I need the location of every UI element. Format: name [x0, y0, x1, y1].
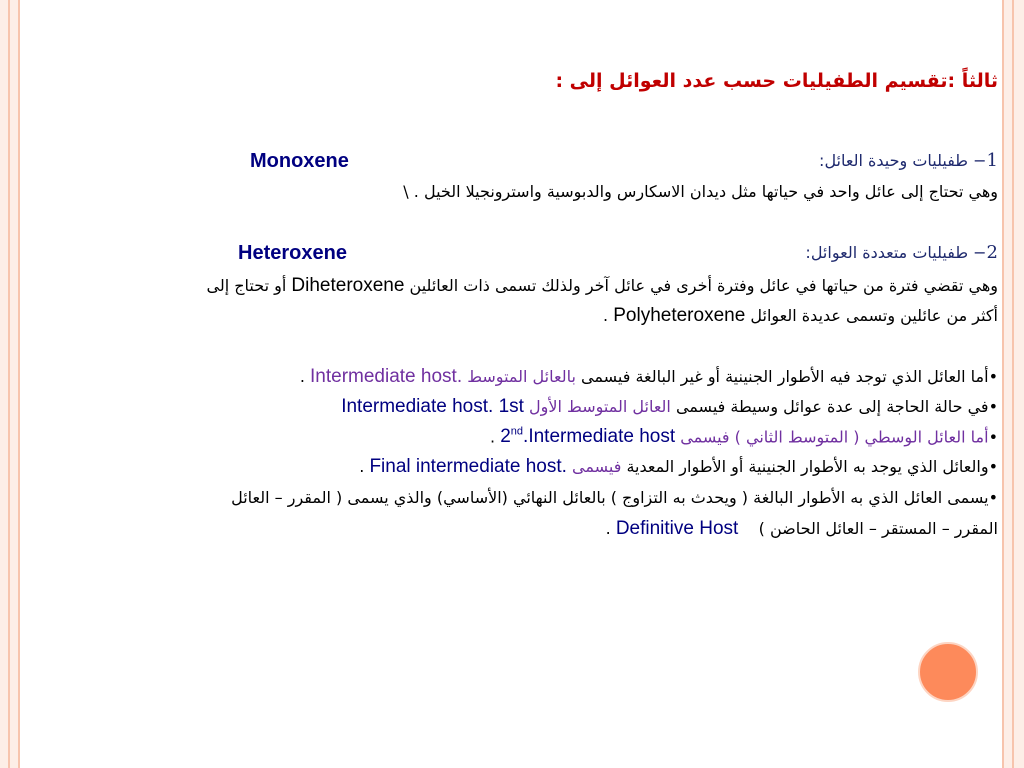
bullet-definitive-host-line1 [231, 488, 998, 507]
bullet5-arabic-line1: يسمى العائل الذي به الأطوار البالغة ( ويحدث به التزاوج ) بالعائل النهائي (الأساسي) والذي يسمى ( المقرر – العائل [231, 488, 989, 507]
section2-heading [805, 242, 998, 263]
section2-text-line1 [206, 275, 998, 297]
bullet4-english: Final intermediate host. [369, 456, 567, 477]
slide-frame-left [0, 0, 20, 768]
bullet5-english: Definitive Host [615, 518, 739, 539]
bullet2-arabic: في حالة الحاجة إلى عدة عوائل وسيطة فيسمى [675, 397, 989, 416]
section2-number: 2 [986, 242, 998, 263]
section2-term: Heteroxene [238, 242, 347, 264]
bullet1-end: . [299, 367, 305, 386]
bullet3-ordinal: 2 [500, 426, 511, 448]
section1-term: Monoxene [250, 150, 349, 172]
bullet-definitive-host-line2 [606, 518, 998, 540]
section2-text1-part2: أو تحتاج إلى [206, 276, 287, 295]
bullet-intermediate-host [300, 366, 998, 388]
section1-text: وهي تحتاج إلى عائل واحد في حياتها مثل ديدان الاسكارس والدبوسية واسترونجيلا الخيل . \ [403, 182, 998, 201]
section2-diheteroxene: Diheteroxene [291, 275, 405, 296]
bullet-final-intermediate-host [359, 456, 998, 478]
bullet3-end: . [490, 427, 496, 447]
section2-text2-end: . [603, 306, 609, 325]
section2-text-line2 [603, 305, 998, 327]
bullet-symbol: • [988, 427, 998, 447]
bullet3-english-pre: .Intermediate host [523, 426, 676, 448]
bullet-second-intermediate-host [490, 426, 998, 448]
bullet1-arabic-colored: بالعائل المتوسط [467, 367, 576, 386]
bullet-symbol: • [988, 457, 998, 476]
section1-dash: − [973, 151, 987, 170]
slide-frame-right [1002, 0, 1024, 768]
bullet3-ordinal-sup: nd [510, 426, 524, 438]
bullet5-arabic-line2: المقرر – المستقر – العائل الحاضن ) [758, 519, 998, 538]
section2-text2-part1: أكثر من عائلين وتسمى عديدة العوائل [750, 306, 998, 325]
section2-label: طفيليات متعددة العوائل: [805, 243, 969, 262]
bullet-symbol: • [988, 488, 998, 507]
section2-text1-part1: وهي تقضي فترة من حياتها في عائل وفترة أخرى في عائل آخر ولذلك تسمى ذات العائلين [409, 276, 998, 295]
bullet-symbol: • [988, 367, 998, 386]
section1-number: 1 [986, 150, 998, 171]
bullet4-arabic: والعائل الذي يوجد به الأطوار الجنينية أو الأطوار المعدية [626, 457, 989, 476]
bullet4-arabic-colored: فيسمى [572, 457, 622, 476]
decorative-circle [918, 642, 978, 702]
bullet1-english: Intermediate host. [310, 366, 463, 387]
section1-label: طفيليات وحيدة العائل: [819, 151, 969, 170]
bullet3-arabic-colored: أما العائل الوسطي ( المتوسط الثاني ) فيسمى [680, 427, 989, 447]
bullet1-arabic: أما العائل الذي توجد فيه الأطوار الجنينية أو غير البالغة فيسمى [581, 367, 989, 386]
bullet3-english [500, 426, 675, 447]
bullet2-arabic-colored: العائل المتوسط الأول [529, 397, 671, 416]
slide-title: ثالثاً :تقسيم الطفيليات حسب عدد العوائل إلى : [555, 70, 998, 92]
section1-heading [819, 150, 998, 171]
bullet-symbol: • [988, 397, 998, 416]
section2-dash: − [973, 243, 987, 262]
bullet2-english: Intermediate host. 1st [341, 396, 524, 417]
bullet-first-intermediate-host [341, 396, 998, 418]
bullet4-end: . [359, 457, 365, 476]
bullet5-end: . [605, 519, 611, 538]
section2-polyheteroxene: Polyheteroxene [613, 305, 746, 326]
